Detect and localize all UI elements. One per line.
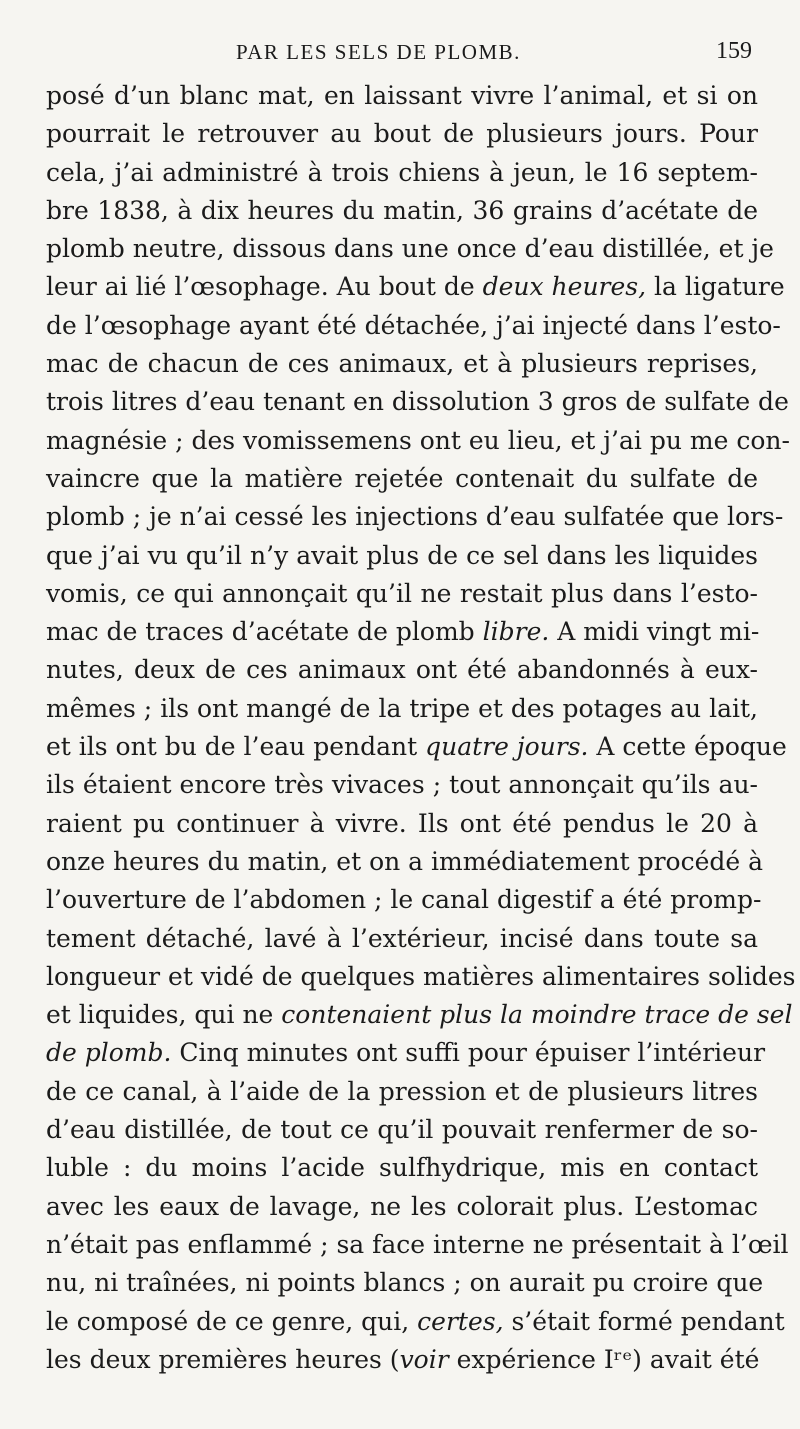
- body-text: [46, 77, 796, 1379]
- text-line: [46, 575, 758, 613]
- text-line: [46, 881, 762, 919]
- text-line: [46, 1341, 758, 1379]
- text-line: [46, 805, 758, 843]
- text-line: [46, 920, 758, 958]
- text-segment: ils étaient encore très vivaces ; tout annonçait qu’ils au-: [46, 770, 758, 800]
- text-segment: les deux premières heures (: [46, 1344, 400, 1374]
- text-segment: longueur et vidé de quelques matières alimentaires solides: [46, 961, 796, 991]
- text-segment: trois litres d’eau tenant en dissolution 3 gros de sulfate de: [46, 387, 789, 417]
- text-line: [46, 1188, 758, 1226]
- text-line: [46, 1303, 785, 1341]
- text-segment: A midi vingt mi-: [549, 617, 760, 647]
- text-segment: pourrait le retrouver au bout de plusieurs jours. Pour: [46, 119, 758, 149]
- text-line: [46, 115, 758, 153]
- text-line: [46, 766, 758, 804]
- text-line: [46, 613, 758, 651]
- text-segment: vaincre que la matière rejetée contenait du sulfate de: [46, 463, 758, 493]
- text-segment: avec les eaux de lavage, ne les colorait plus. L’estomac: [46, 1191, 758, 1221]
- text-segment: expérience Iʳᵉ) avait été: [448, 1344, 760, 1374]
- text-line: [46, 843, 764, 881]
- text-line: [46, 1264, 764, 1302]
- text-segment: A cette époque: [588, 732, 787, 762]
- text-line: [46, 460, 758, 498]
- text-segment: de l’œsophage ayant été détachée, j’ai injecté dans l’esto-: [46, 310, 781, 340]
- text-segment: plomb neutre, dissous dans une once d’eau distillée, et je: [46, 234, 774, 264]
- text-line: [46, 958, 796, 996]
- italic-segment: libre.: [482, 617, 550, 647]
- text-segment: la ligature: [646, 272, 785, 302]
- text-line: [46, 230, 774, 268]
- italic-segment: deux heures,: [482, 272, 647, 302]
- text-line: [46, 498, 784, 536]
- text-segment: de ce canal, à l’aide de la pression et de plusieurs litres: [46, 1076, 758, 1106]
- text-line: [46, 1149, 758, 1187]
- text-line: [46, 537, 758, 575]
- text-segment: le composé de ce genre, qui,: [46, 1306, 418, 1336]
- text-line: [46, 268, 785, 306]
- text-segment: s’était formé pendant: [503, 1306, 785, 1336]
- text-segment: et ils ont bu de l’eau pendant: [46, 732, 426, 762]
- page-number: 159: [716, 38, 752, 64]
- text-segment: Cinq minutes ont suffi pour épuiser l’intérieur: [171, 1038, 766, 1068]
- text-segment: l’ouverture de l’abdomen ; le canal digestif a été promp-: [46, 885, 762, 915]
- text-segment: raient pu continuer à vivre. Ils ont été pendus le 20 à: [46, 808, 758, 838]
- text-segment: nu, ni traînées, ni points blancs ; on aurait pu croire que: [46, 1268, 764, 1298]
- italic-segment: certes,: [417, 1306, 504, 1336]
- text-segment: mac de chacun de ces animaux, et à plusieurs reprises,: [46, 349, 758, 379]
- text-segment: n’était pas enflammé ; sa face interne ne présentait à l’œil: [46, 1229, 789, 1259]
- text-segment: leur ai lié l’œsophage. Au bout de: [46, 272, 483, 302]
- text-segment: tement détaché, lavé à l’extérieur, incisé dans toute sa: [46, 923, 758, 953]
- text-segment: vomis, ce qui annonçait qu’il ne restait plus dans l’esto-: [46, 578, 758, 608]
- text-line: [46, 307, 781, 345]
- text-line: [46, 690, 758, 728]
- text-segment: et liquides, qui ne: [46, 1000, 282, 1030]
- text-line: [46, 1034, 766, 1072]
- text-line: [46, 383, 789, 421]
- text-segment: nutes, deux de ces animaux ont été abandonnés à eux-: [46, 655, 758, 685]
- text-segment: d’eau distillée, de tout ce qu’il pouvait renfermer de so-: [46, 1115, 758, 1145]
- text-line: [46, 422, 790, 460]
- italic-segment: quatre jours.: [425, 732, 589, 762]
- text-segment: mêmes ; ils ont mangé de la tripe et des potages au lait,: [46, 693, 758, 723]
- text-segment: posé d’un blanc mat, en laissant vivre l’animal, et si on: [46, 81, 758, 110]
- text-line: [46, 996, 793, 1034]
- running-title: PAR LES SELS DE PLOMB.: [236, 40, 521, 64]
- text-line: [46, 1111, 758, 1149]
- text-line: [46, 1226, 789, 1264]
- text-line: [46, 77, 758, 115]
- text-line: [46, 154, 758, 192]
- text-segment: luble : du moins l’acide sulfhydrique, mis en contact: [46, 1153, 758, 1183]
- text-segment: plomb ; je n’ai cessé les injections d’eau sulfatée que lors-: [46, 502, 784, 532]
- text-segment: mac de traces d’acétate de plomb: [46, 617, 483, 647]
- text-line: [46, 651, 758, 689]
- text-line: [46, 345, 758, 383]
- italic-segment: contenaient plus la moindre trace de sel: [281, 1000, 793, 1030]
- text-segment: que j’ai vu qu’il n’y avait plus de ce sel dans les liquides: [46, 540, 758, 570]
- text-line: [46, 192, 758, 230]
- italic-segment: voir: [399, 1344, 449, 1374]
- text-segment: bre 1838, à dix heures du matin, 36 grains d’acétate de: [46, 195, 758, 225]
- running-head: [48, 36, 756, 72]
- text-segment: cela, j’ai administré à trois chiens à jeun, le 16 septem-: [46, 157, 758, 187]
- italic-segment: de plomb.: [46, 1038, 172, 1068]
- text-segment: onze heures du matin, et on a immédiatement procédé à: [46, 846, 764, 876]
- text-line: [46, 728, 787, 766]
- text-line: [46, 1073, 758, 1111]
- text-segment: magnésie ; des vomissemens ont eu lieu, et j’ai pu me con-: [46, 425, 790, 455]
